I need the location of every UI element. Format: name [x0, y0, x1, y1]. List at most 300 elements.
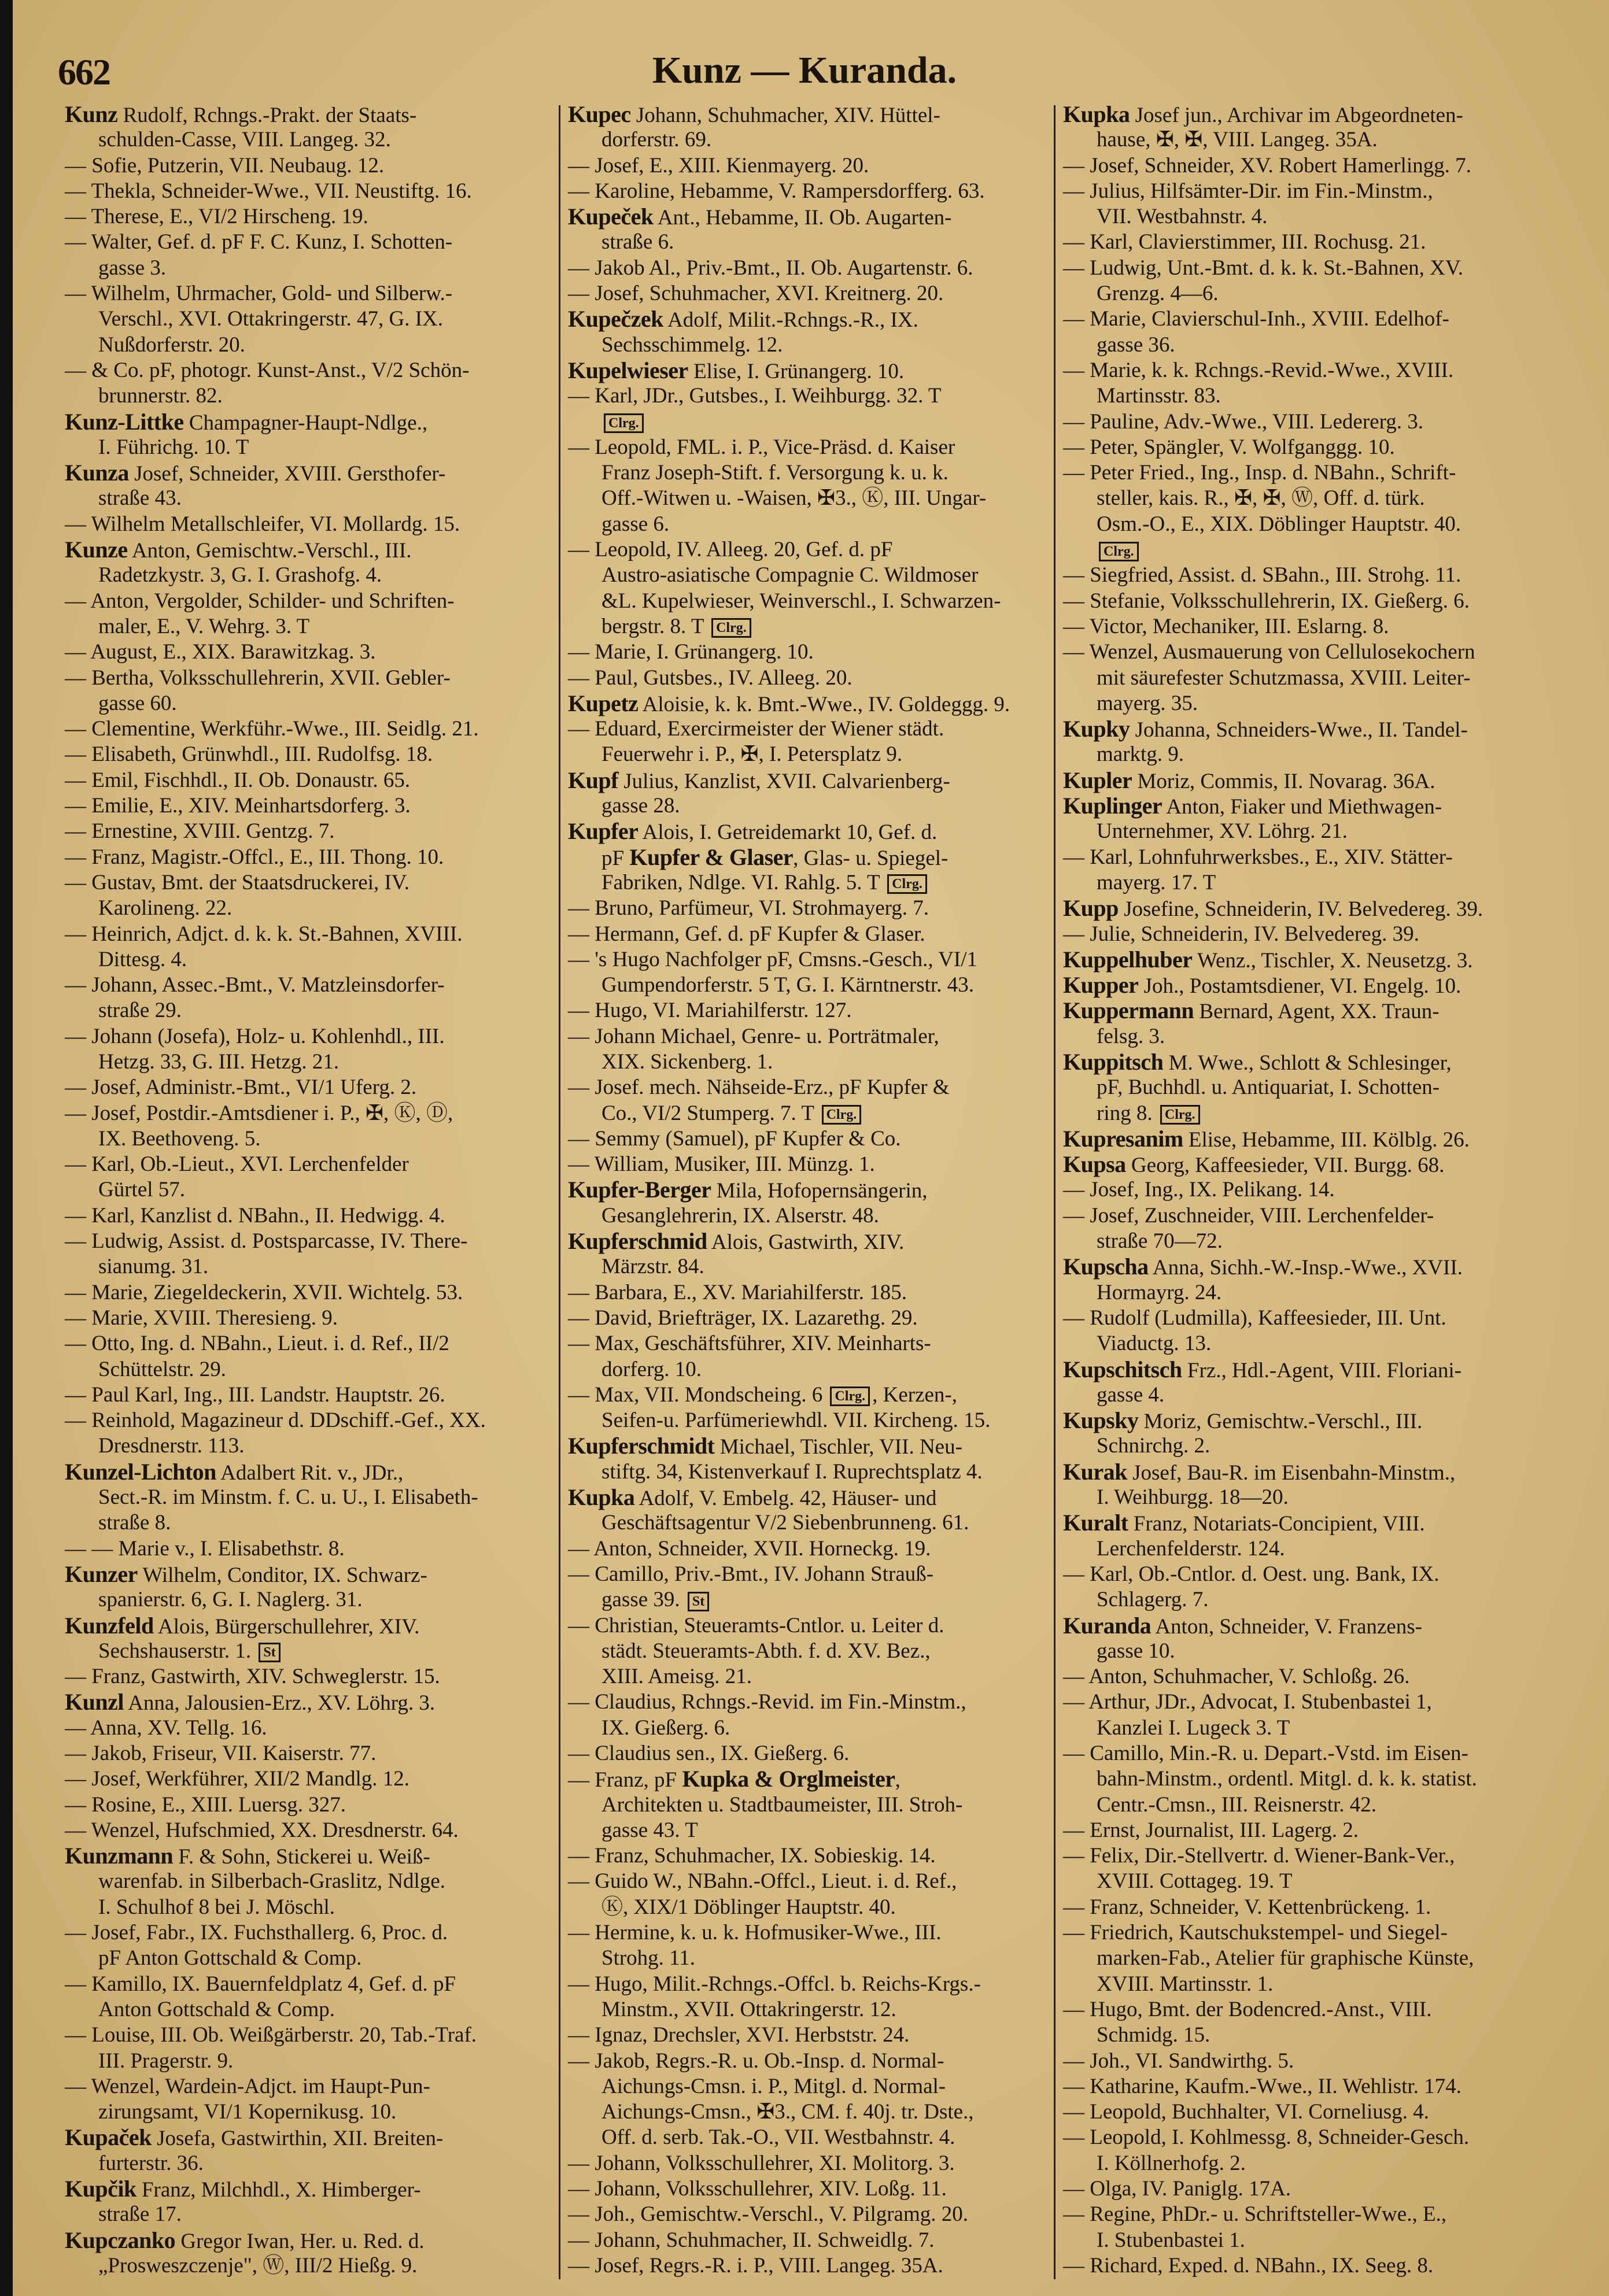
directory-line [568, 2228, 1049, 2253]
entry-text: Adolf, V. Embelg. 42, Häuser- und [634, 1487, 937, 1511]
telephone-badge: Clrg. [604, 413, 644, 433]
entry-text: — Anna, XV. Tellg. 16. [65, 1715, 267, 1740]
entry-surname: Kunzfeld [65, 1612, 154, 1639]
entry-surname: Kupferschmidt [568, 1433, 715, 1459]
directory-line [1063, 1024, 1549, 1049]
directory-line [568, 1254, 1049, 1280]
entry-text: — Hermine, k. u. k. Hofmusiker-Wwe., III. [568, 1921, 942, 1945]
entry-text: — Rosine, E., XIII. Luersg. 327. [65, 1792, 346, 1817]
entry-text: — Kamillo, IX. Bauernfeldplatz 4, Gef. d. pF [65, 1972, 456, 1996]
entry-text: — Karl, Kanzlist d. NBahn., II. Hedwigg. 4. [65, 1203, 445, 1228]
entry-text: pF, Buchhdl. u. Antiquariat, I. Schotten- [1097, 1075, 1440, 1100]
directory-line [1063, 870, 1549, 896]
directory-line [65, 1075, 552, 1100]
entry-text: Gürtel 57. [98, 1178, 186, 1202]
entry-text: — Barbara, E., XV. Mariahilferstr. 185. [568, 1280, 907, 1304]
directory-line [568, 1024, 1049, 1049]
directory-line [568, 1613, 1049, 1639]
entry-surname: Kupferschmid [568, 1228, 707, 1255]
directory-line [65, 1024, 552, 1049]
entry-text: — Richard, Exped. d. NBahn., IX. Seeg. 8. [1063, 2253, 1434, 2277]
entry-text: Geschäftsagentur V/2 Siebenbrunneng. 61. [601, 1511, 969, 1535]
entry-text: Architekten u. Stadtbaumeister, III. Stroh- [601, 1792, 963, 1817]
entry-text: — Marie, I. Grünangerg. 10. [568, 640, 814, 664]
entry-text: — Marie, Clavierschul-Inh., XVIII. Edelhof- [1063, 307, 1449, 331]
entry-text: — Johann, Volksschullehrer, XI. Molitorg. 3. [568, 2151, 955, 2175]
entry-text: Nußdorferstr. 20. [98, 332, 245, 357]
directory-line [1063, 2023, 1549, 2048]
entry-text: — Max, VII. Mondscheing. 6 [568, 1382, 828, 1407]
entry-text: Wilhelm, Conditor, IX. Schwarz- [137, 1563, 427, 1587]
entry-text: Elise, Hebamme, III. Kölblg. 26. [1183, 1127, 1470, 1152]
directory-line [568, 691, 1049, 716]
directory-line [65, 1280, 552, 1306]
entry-text: — Reinhold, Magazineur d. DDschiff.-Gef., XX. [65, 1408, 486, 1433]
directory-line [1063, 1689, 1549, 1715]
entry-text: ring 8. [1097, 1101, 1158, 1125]
directory-line [65, 1715, 552, 1741]
entry-text: — Ludwig, Unt.-Bmt. d. k. k. St.-Bahnen, XV. [1063, 256, 1464, 280]
entry-surname: Kupper [1063, 972, 1139, 999]
entry-text: Radetzkystr. 3, G. I. Grashofg. 4. [98, 563, 382, 587]
entry-surname: Kupf [568, 767, 618, 793]
directory-line [65, 1510, 552, 1536]
entry-text: Frz., Hdl.-Agent, VIII. Floriani- [1182, 1358, 1462, 1382]
entry-text: — Semmy (Samuel), pF Kupfer & Co. [568, 1126, 901, 1151]
entry-surname: Kupfer-Berger [568, 1177, 711, 1203]
entry-surname: Kunzer [65, 1561, 138, 1587]
entry-text: — Julie, Schneiderin, IV. Belvedereg. 39. [1063, 922, 1419, 946]
entry-text: — Marie, k. k. Rchngs.-Revid.-Wwe., XVIII. [1063, 358, 1454, 382]
directory-line [1063, 1766, 1549, 1792]
directory-line [1063, 793, 1549, 819]
entry-text: Gregor Iwan, Her. u. Red. d. [175, 2229, 425, 2253]
entry-text: Alois, Gastwirth, XIV. [707, 1230, 905, 1255]
entry-text: Champagner-Haupt-Ndlge., [183, 411, 428, 435]
entry-text: I. Stubenbastei 1. [1097, 2228, 1245, 2252]
directory-line [65, 153, 552, 179]
directory-line [65, 512, 552, 537]
directory-line [568, 512, 1049, 537]
directory-line [65, 1433, 552, 1459]
entry-text: warenfab. in Silberbach-Graslitz, Ndlge. [98, 1869, 446, 1894]
directory-line [568, 1639, 1049, 1664]
directory-line [65, 1818, 552, 1843]
entry-text: hause, ✠, ✠, VIII. Langeg. 35A. [1097, 128, 1378, 152]
directory-line [1063, 1869, 1549, 1894]
entry-text: Aichungs-Cmsn. i. P., Mitgl. d. Normal- [601, 2074, 946, 2098]
entry-text: Unternehmer, XV. Löhrg. 21. [1097, 819, 1348, 844]
directory-line [568, 306, 1049, 332]
directory-line [65, 1920, 552, 1946]
entry-surname: Kupler [1063, 767, 1132, 793]
directory-line [1063, 1843, 1549, 1869]
directory-line [568, 2049, 1049, 2074]
directory-line [568, 819, 1049, 844]
entry-text: Sechshauserstr. 1. [98, 1639, 257, 1663]
directory-line [568, 1946, 1049, 1971]
entry-text: Martinsstr. 83. [1097, 384, 1221, 408]
entry-text: Strohg. 11. [601, 1946, 696, 1970]
directory-line [65, 486, 552, 511]
directory-line [568, 896, 1049, 921]
directory-line [568, 1895, 1049, 1920]
directory-line [65, 2176, 552, 2202]
directory-line [1063, 1972, 1549, 1997]
directory-line [568, 1869, 1049, 1894]
directory-line [65, 1382, 552, 1408]
entry-text: M. Wwe., Schlott & Schlesinger, [1163, 1051, 1452, 1075]
directory-line [65, 1639, 552, 1664]
entry-text: — Josef. mech. Nähseide-Erz., pF Kupfer & [568, 1075, 950, 1100]
directory-line [65, 819, 552, 844]
directory-line [568, 1843, 1049, 1869]
entry-text: Wenz., Tischler, X. Neusetzg. 3. [1192, 948, 1473, 973]
directory-line [568, 1997, 1049, 2023]
entry-surname: Kupfer [568, 818, 639, 845]
entry-text: Alois, Bürgerschullehrer, XIV. [153, 1614, 420, 1639]
entry-text: maler, E., V. Wehrg. 3. T [98, 614, 310, 638]
entry-text: Gesanglehrerin, IX. Alserstr. 48. [601, 1203, 879, 1228]
entry-text: gasse 4. [1097, 1382, 1165, 1407]
directory-line [65, 1229, 552, 1254]
entry-text: Aichungs-Cmsn., ✠3., CM. f. 40j. tr. Dste., [601, 2100, 974, 2124]
directory-line [1063, 2125, 1549, 2150]
entry-text: — Sofie, Putzerin, VII. Neubaug. 12. [65, 153, 385, 178]
directory-line [1063, 1280, 1549, 1306]
entry-text: — Joh., VI. Sandwirthg. 5. [1063, 2049, 1294, 2073]
directory-line [1063, 947, 1549, 973]
directory-line [568, 793, 1049, 819]
directory-line [65, 1997, 552, 2023]
entry-text: Alois, I. Getreidemarkt 10, Gef. d. [638, 820, 938, 845]
entry-surname: Kupaček [65, 2124, 152, 2151]
directory-line [568, 614, 1049, 639]
entry-text: straße 29. [98, 999, 182, 1023]
entry-text: marken-Fab., Atelier für graphische Künste, [1097, 1946, 1474, 1970]
directory-line [65, 639, 552, 665]
entry-text: — Josef, Werkführer, XII/2 Mandlg. 12. [65, 1767, 409, 1791]
directory-line [1063, 409, 1549, 435]
directory-line [65, 1049, 552, 1075]
entry-text: Off. d. serb. Tak.-O., VII. Westbahnstr. 4. [601, 2125, 955, 2150]
entry-text: — Franz, pF [568, 1768, 682, 1792]
entry-text: I. Weihburgg. 18—20. [1097, 1485, 1289, 1510]
entry-text: Märzstr. 84. [601, 1255, 704, 1279]
entry-text: — Louise, III. Ob. Weißgärberstr. 20, Tab.-Traf. [65, 2023, 477, 2047]
entry-text: schulden-Casse, VIII. Langeg. 32. [98, 128, 391, 152]
directory-line [1063, 1049, 1549, 1075]
directory-line [1063, 2074, 1549, 2099]
directory-line [568, 870, 1049, 896]
entry-text: — Franz, Magistr.-Offcl., E., III. Thong. 10. [65, 845, 444, 869]
directory-line [65, 691, 552, 716]
entry-text: , Glas- u. Spiegel- [793, 846, 949, 870]
entry-text: — Rudolf (Ludmilla), Kaffeesieder, III. Unt. [1063, 1306, 1446, 1330]
directory-line [568, 1485, 1049, 1510]
entry-surname: Kupec [568, 101, 631, 127]
directory-line [1063, 1203, 1549, 1229]
entry-text: brunnerstr. 82. [98, 384, 223, 408]
telephone-badge: Clrg. [711, 618, 751, 638]
entry-text: Seifen-u. Parfümeriewhdl. VII. Kircheng. 15. [601, 1408, 991, 1433]
entry-text: gasse 28. [601, 794, 680, 818]
directory-line [65, 2151, 552, 2176]
directory-line [1063, 1433, 1549, 1459]
directory-line [1063, 1613, 1549, 1639]
entry-text: — — Marie v., I. Elisabethstr. 8. [65, 1536, 345, 1561]
directory-line [65, 2202, 552, 2227]
entry-text: Hetzg. 33, G. III. Hetzg. 21. [98, 1049, 339, 1074]
entry-text: — Franz, Schuhmacher, IX. Sobieskig. 14. [568, 1844, 936, 1868]
directory-line [1063, 383, 1549, 409]
entry-text: — Karl, Ob.-Lieut., XVI. Lerchenfelder [65, 1152, 409, 1177]
entry-text: — Camillo, Min.-R. u. Depart.-Vstd. im Eisen- [1063, 1742, 1468, 1765]
entry-text: — Karl, Lohnfuhrwerksbes., E., XIV. Stätter- [1063, 845, 1453, 869]
entry-text: Mila, Hofopernsängerin, [711, 1179, 928, 1203]
directory-line [65, 2023, 552, 2048]
directory-line [65, 2228, 552, 2253]
directory-line [568, 2099, 1049, 2125]
entry-text: furterstr. 36. [98, 2151, 204, 2175]
telephone-badge: Clrg. [1160, 1105, 1200, 1125]
entry-text: Franz, Milchhdl., X. Himberger- [136, 2178, 421, 2202]
entry-text: — Marie, XVIII. Theresieng. 9. [65, 1306, 338, 1330]
entry-text: Michael, Tischler, VII. Neu- [714, 1435, 962, 1459]
telephone-badge: Clrg. [887, 874, 927, 894]
directory-line [1063, 1587, 1549, 1613]
entry-text: IX. Beethoveng. 5. [98, 1126, 261, 1151]
directory-line [1063, 1818, 1549, 1843]
directory-line [568, 947, 1049, 973]
directory-line [65, 1587, 552, 1613]
entry-text: Anton, Gemischtw.-Verschl., III. [127, 539, 412, 563]
directory-line [1063, 127, 1549, 153]
directory-line [65, 896, 552, 921]
entry-surname: Kunza [65, 460, 129, 486]
entry-surname: Kupečzek [568, 306, 663, 332]
entry-text: — Paul, Gutsbes., IV. Alleeg. 20. [568, 665, 853, 690]
entry-text: — Max, Geschäftsführer, XIV. Meinharts- [568, 1332, 931, 1356]
entry-surname: Kupsa [1063, 1151, 1126, 1178]
entry-text: — Anton, Schneider, XVII. Horneckg. 19. [568, 1536, 931, 1561]
entry-text: Minstm., XVII. Ottakringerstr. 12. [601, 1997, 896, 2021]
directory-line [65, 742, 552, 767]
directory-line [1063, 1997, 1549, 2023]
directory-line [1063, 1101, 1549, 1126]
entry-text: Fabriken, Ndlge. VI. Rahlg. 5. T [601, 870, 885, 894]
entry-text: — Ernestine, XVIII. Gentzg. 7. [65, 819, 335, 844]
directory-line [65, 614, 552, 639]
column-1 [65, 102, 552, 2279]
directory-line [1063, 1306, 1549, 1331]
entry-surname: Kupelwieser [568, 357, 688, 383]
directory-line [568, 358, 1049, 383]
directory-line [1063, 102, 1549, 127]
entry-surname: Kunz-Littke [65, 408, 184, 435]
directory-line [568, 1510, 1049, 1536]
directory-line [1063, 665, 1549, 691]
entry-surname: Kupscha [1063, 1254, 1149, 1280]
directory-line [568, 1664, 1049, 1689]
entry-text: IX. Gießerg. 6. [601, 1715, 730, 1740]
directory-line [568, 537, 1049, 563]
directory-line [1063, 2202, 1549, 2227]
entry-text: — Wilhelm, Uhrmacher, Gold- und Silberw.- [65, 282, 453, 306]
entry-text: — 's Hugo Nachfolger pF, Cmsns.-Gesch., VI/1 [568, 947, 978, 971]
directory-line [65, 1895, 552, 1920]
entry-surname: Kupfer & Glaser [629, 844, 794, 870]
directory-line [568, 1972, 1049, 1997]
entry-text: Anna, Jalousien-Erz., XV. Löhrg. 3. [123, 1691, 436, 1715]
directory-line [568, 2125, 1049, 2150]
entry-text: Adalbert Rit. v., JDr., [216, 1461, 404, 1485]
entry-text: — Wenzel, Ausmauerung von Cellulosekochern [1063, 640, 1475, 664]
directory-line [568, 1433, 1049, 1459]
directory-line [1063, 1536, 1549, 1562]
directory-line [65, 1972, 552, 1997]
entry-text: — Arthur, JDr., Advocat, I. Stubenbastei 1, [1063, 1690, 1432, 1714]
directory-line [65, 1562, 552, 1587]
directory-line [568, 486, 1049, 511]
directory-line [65, 768, 552, 793]
entry-surname: Kupčik [65, 2176, 136, 2202]
entry-text: F. & Sohn, Stickerei u. Weiß- [173, 1845, 430, 1869]
directory-line [1063, 1177, 1549, 1203]
entry-text: gasse 60. [98, 691, 177, 715]
directory-line [65, 563, 552, 588]
directory-line [1063, 1510, 1549, 1536]
entry-text: pF Anton Gottschald & Comp. [98, 1946, 362, 1970]
directory-line [1063, 819, 1549, 844]
entry-text: stiftg. 34, Kistenverkauf I. Ruprechtsplatz 4. [601, 1459, 983, 1484]
directory-line [568, 179, 1049, 204]
entry-text: — Siegfried, Assist. d. SBahn., III. Strohg. 11. [1063, 563, 1462, 587]
entry-text: VII. Westbahnstr. 4. [1097, 205, 1268, 229]
entry-text: mit säurefester Schutzmassa, XVIII. Leiter- [1097, 665, 1471, 690]
directory-line [568, 768, 1049, 793]
entry-text: — Regine, PhDr.- u. Schriftsteller-Wwe., E., [1063, 2202, 1447, 2227]
entry-text: Josefine, Schneiderin, IV. Belvedereg. 39. [1118, 897, 1483, 922]
entry-text: — Karl, JDr., Gutsbes., I. Weihburgg. 32. T [568, 384, 942, 408]
entry-text: I. Köllnerhofg. 2. [1097, 2151, 1246, 2175]
entry-text: XVIII. Cottageg. 19. T [1097, 1869, 1293, 1894]
entry-text: — Joh., Gemischtw.-Verschl., V. Pilgramg. 20. [568, 2202, 968, 2227]
telephone-badge: St [688, 1592, 709, 1611]
directory-line [568, 1818, 1049, 1843]
entry-text: — Wilhelm Metallschleifer, VI. Mollardg. 15. [65, 512, 460, 536]
directory-line [65, 1689, 552, 1715]
entry-text: gasse 39. [601, 1588, 685, 1612]
entry-text: pF [601, 846, 630, 870]
entry-text: — Camillo, Priv.-Bmt., IV. Johann Strauß- [568, 1562, 934, 1586]
entry-text: — Wenzel, Wardein-Adjct. im Haupt-Pun- [65, 2074, 430, 2098]
entry-text: — Jakob Al., Priv.-Bmt., II. Ob. Augartenstr. 6. [568, 256, 973, 280]
directory-line [568, 973, 1049, 998]
entry-text: I. Führichg. 10. T [98, 435, 249, 459]
entry-text: — Thekla, Schneider-Wwe., VII. Neustiftg. 16. [65, 179, 472, 203]
entry-text: gasse 36. [1097, 332, 1175, 357]
directory-line [65, 870, 552, 896]
entry-text: Schlagerg. 7. [1097, 1588, 1209, 1612]
entry-text: Josef, Schneider, XVIII. Gersthofer- [128, 462, 446, 486]
directory-line [568, 2176, 1049, 2202]
entry-surname: Kupresanim [1063, 1125, 1183, 1152]
entry-text: — Jakob, Friseur, VII. Kaiserstr. 77. [65, 1742, 377, 1765]
directory-line [568, 1229, 1049, 1254]
directory-line [568, 1049, 1049, 1075]
entry-text: Osm.-O., E., XIX. Döblinger Hauptstr. 40. [1097, 512, 1461, 536]
directory-line [65, 1843, 552, 1869]
entry-text: — Hugo, VI. Mariahilferstr. 127. [568, 999, 852, 1023]
directory-line [1063, 332, 1549, 358]
entry-text: straße 43. [98, 486, 182, 511]
directory-line [1063, 845, 1549, 870]
entry-text: — Friedrich, Kautschukstempel- und Siegel- [1063, 1921, 1448, 1945]
entry-text: — Leopold, FML. i. P., Vice-Präsd. d. Kaiser [568, 435, 955, 459]
directory-line [65, 460, 552, 486]
entry-text: — Emilie, E., XIV. Meinhartsdorferg. 3. [65, 794, 411, 818]
entry-text: — Walter, Gef. d. pF F. C. Kunz, I. Schotten- [65, 230, 453, 254]
entry-text: Elise, I. Grünangerg. 10. [688, 359, 905, 383]
directory-line [1063, 742, 1549, 767]
entry-surname: Kuppitsch [1063, 1048, 1164, 1075]
directory-line [1063, 639, 1549, 665]
directory-line [1063, 2099, 1549, 2125]
entry-surname: Kupeček [568, 204, 654, 230]
entry-text: — Karl, Ob.-Cntlor. d. Oest. ung. Bank, IX. [1063, 1562, 1440, 1586]
directory-line [65, 716, 552, 742]
entry-text: Anton Gottschald & Comp. [98, 1997, 335, 2021]
entry-text: — Leopold, Buchhalter, VI. Corneliusg. 4. [1063, 2100, 1429, 2124]
directory-line [65, 2125, 552, 2150]
entry-text: — Johann (Josefa), Holz- u. Kohlenhdl., III. [65, 1024, 445, 1048]
directory-line [1063, 256, 1549, 281]
directory-line [1063, 1331, 1549, 1356]
entry-text: Centr.-Cmsn., III. Reisnerstr. 42. [1097, 1792, 1377, 1817]
entry-text: Verschl., XVI. Ottakringerstr. 47, G. IX. [98, 307, 443, 331]
entry-text: — Paul Karl, Ing., III. Landstr. Hauptstr. 26. [65, 1382, 445, 1407]
directory-line [568, 998, 1049, 1023]
entry-text: dorferstr. 69. [601, 128, 712, 152]
entry-text: Josefa, Gastwirthin, XII. Breiten- [151, 2127, 444, 2151]
entry-text: — Julius, Hilfsämter-Dir. im Fin.-Minstm., [1063, 179, 1433, 203]
directory-line [65, 1203, 552, 1229]
entry-text: Josef jun., Archivar im Abgeordneten- [1130, 103, 1463, 127]
directory-line [568, 1177, 1049, 1203]
entry-text: Joh., Postamtsdiener, VI. Engelg. 10. [1138, 974, 1462, 999]
entry-text: — Christian, Steueramts-Cntlor. u. Leiter d. [568, 1613, 944, 1637]
entry-surname: Kuranda [1063, 1612, 1152, 1639]
directory-line [65, 1613, 552, 1639]
entry-text: Johann, Schuhmacher, XIV. Hüttel- [630, 103, 940, 127]
entry-text: — Heinrich, Adjct. d. k. k. St.-Bahnen, XVIII. [65, 922, 463, 946]
directory-line [1063, 998, 1549, 1023]
entry-text: — Franz, Gastwirth, XIV. Schweglerstr. 15. [65, 1665, 440, 1689]
directory-line [568, 1280, 1049, 1306]
directory-line [65, 998, 552, 1023]
directory-line [65, 1126, 552, 1152]
directory-line [568, 1126, 1049, 1152]
directory-line [65, 204, 552, 230]
directory-line [1063, 486, 1549, 511]
column-divider [559, 105, 560, 2279]
directory-line [65, 256, 552, 281]
directory-line [1063, 691, 1549, 716]
directory-line [568, 332, 1049, 358]
entry-text: — Johann, Assec.-Bmt., V. Matzleinsdorfer- [65, 973, 445, 997]
directory-line [1063, 896, 1549, 921]
